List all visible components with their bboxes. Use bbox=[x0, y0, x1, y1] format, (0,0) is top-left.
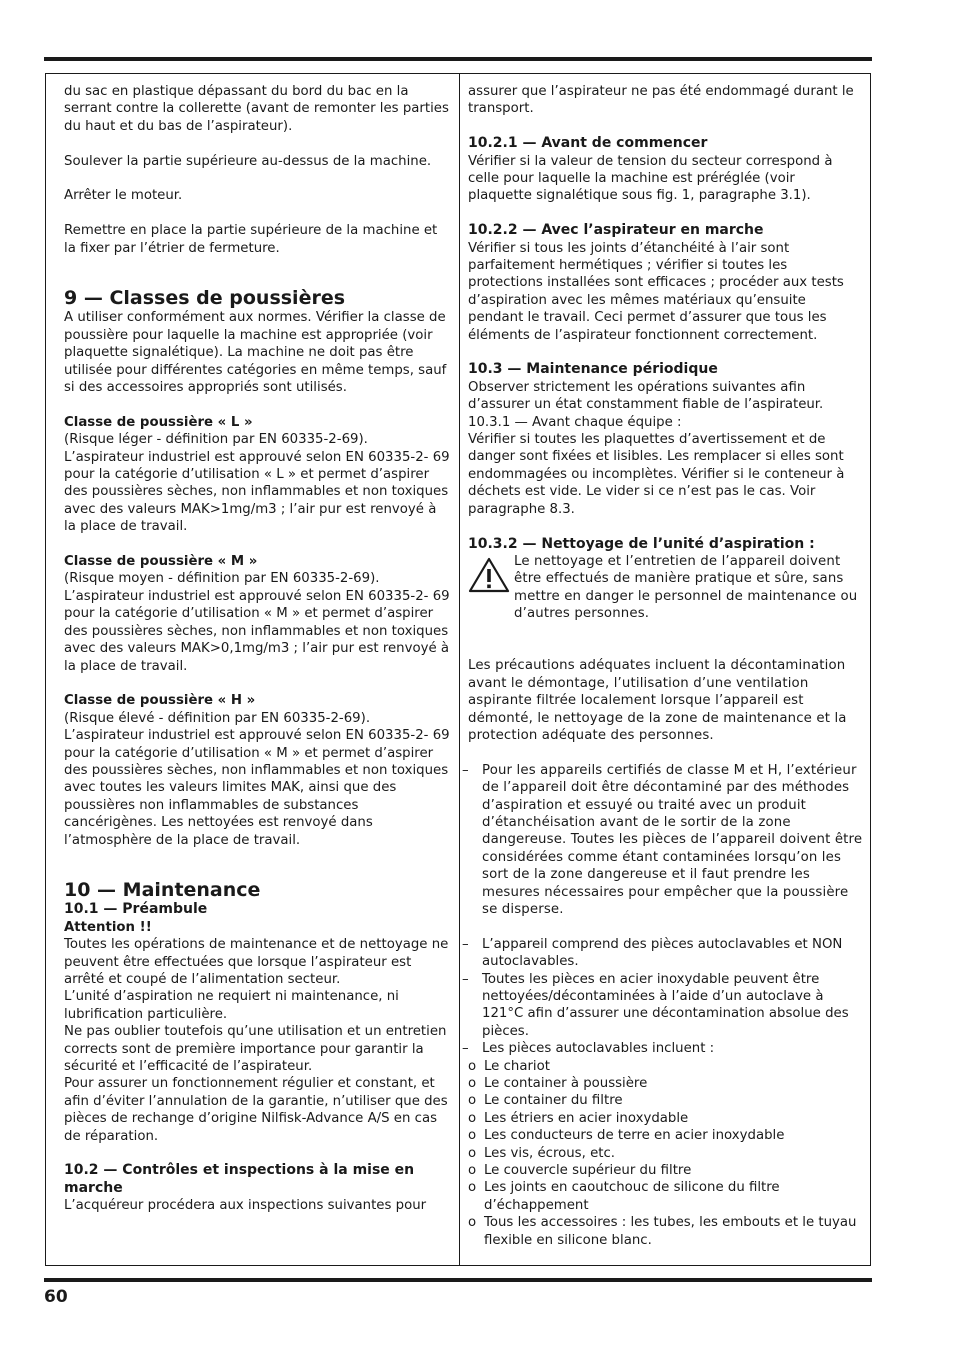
warning-triangle-icon bbox=[468, 553, 514, 623]
list-item-text: Le container du filtre bbox=[484, 1093, 623, 1109]
warning-block bbox=[468, 553, 863, 623]
list-item bbox=[468, 1162, 863, 1179]
paragraph: du sac en plastique dépassant du bord du bac en la serrant contre la collerette (avant de remonter les parties du haut et du bas de l’aspirateur). bbox=[64, 84, 449, 134]
list-item bbox=[462, 1040, 863, 1057]
section-9-heading: 9 — Classes de poussières bbox=[64, 287, 346, 310]
list-item-text: Toutes les pièces en acier inoxydable peuvent être nettoyées/décontaminées à l’aide d’un autoclave à 121°C afin d’assurer une décontamination absolue des pièces. bbox=[482, 971, 849, 1039]
paragraph: Pour assurer un fonctionnement régulier et constant, et afin d’éviter l’annulation de la garantie, n’utiliser que des pièces de rechange d’origine Nilfisk-Advance A/S en cas de réparation. bbox=[64, 1076, 448, 1144]
warning-text: Le nettoyage et l’entretien de l’appareil doivent être effectués de manière pratique et sûre, sans mettre en danger le personnel de maintenance ou d’autres personnes. bbox=[514, 553, 858, 622]
section-10-2-1-heading: 10.2.1 — Avant de commencer bbox=[468, 135, 708, 152]
list-item-text: Pour les appareils certifiés de classe M et H, l’extérieur de l’appareil doit être décontaminé par des méthodes d’aspiration et essuyé ou traité avec un produit d’étanchéisation avant de le sortir de la zone dangereuse. Toutes les pièces de l’appareil doivent être considérées comme étant contaminées lorsqu’on les sort de la zone dangereuse et il faut prendre les mesures nécessaires pour empêcher que la poussière se disperse. bbox=[482, 762, 863, 917]
list-item bbox=[468, 1127, 863, 1144]
list-item-text: Les étriers en acier inoxydable bbox=[484, 1110, 689, 1126]
list-item bbox=[468, 1145, 863, 1162]
section-10-3-1-heading: 10.3.1 — Avant chaque équipe : bbox=[468, 414, 682, 430]
paragraph: Soulever la partie supérieure au-dessus de la machine. bbox=[64, 153, 432, 169]
list-item bbox=[462, 936, 863, 971]
dust-class-m-title: Classe de poussière « M » bbox=[64, 554, 258, 570]
section-10-2-heading: 10.2 — Contrôles et inspections à la mise en marche bbox=[64, 1162, 415, 1196]
paragraph: Toutes les opérations de maintenance et de nettoyage ne peuvent être effectuées que lorsque l’aspirateur est arrêté et coupé de l’alimentation secteur. bbox=[64, 937, 449, 987]
right-column bbox=[462, 83, 863, 1249]
left-column bbox=[64, 83, 450, 1215]
top-rule bbox=[44, 57, 872, 61]
list-item bbox=[468, 1214, 863, 1249]
section-10-3-heading: 10.3 — Maintenance périodique bbox=[468, 361, 718, 378]
bottom-rule bbox=[44, 1278, 872, 1282]
paragraph: assurer que l’aspirateur ne pas été endommagé durant le transport. bbox=[468, 84, 854, 117]
section-10-1-heading: 10.1 — Préambule bbox=[64, 901, 208, 918]
column-divider bbox=[459, 73, 460, 1266]
paragraph: A utiliser conformément aux normes. Vérifier la classe de poussière pour laquelle la machine est appropriée (voir plaquette signalétique). La machine ne doit pas être utilisée pour différentes catégories en même temps, sauf si des accessoires appropriés sont utilisés. bbox=[64, 310, 447, 396]
section-10-heading: 10 — Maintenance bbox=[64, 879, 261, 902]
list-item-text: Le chariot bbox=[484, 1058, 550, 1074]
page-number: 60 bbox=[44, 1287, 68, 1307]
dash-marker: – bbox=[462, 971, 469, 987]
bullet-marker: o bbox=[468, 1128, 477, 1144]
paragraph: Remettre en place la partie supérieure de la machine et la fixer par l’étrier de fermeture. bbox=[64, 223, 438, 256]
list-item-text: Le container à poussière bbox=[484, 1076, 648, 1092]
bullet-marker: o bbox=[468, 1215, 477, 1231]
paragraph: Vérifier si tous les joints d’étanchéité à l’air sont parfaitement hermétiques ; vérifier si toutes les protections installées sont efficaces ; procéder aux tests d’aspiration avec les mêmes matériaux qu’ensuite pendant le travail. Ceci permet d’assurer que tous les éléments de l’aspirateur fonctionnent correctement. bbox=[468, 240, 844, 343]
list-item-text: Les joints en caoutchouc de silicone du filtre d’échappement bbox=[484, 1180, 780, 1213]
paragraph: Vérifier si la valeur de tension du secteur correspond à celle pour laquelle la machine est préréglée (voir plaquette signalétique sous fig. 1, paragraphe 3.1). bbox=[468, 153, 833, 204]
list-item-text: Les conducteurs de terre en acier inoxydable bbox=[484, 1128, 785, 1144]
section-10-3-2-heading: 10.3.2 — Nettoyage de l’unité d’aspiration : bbox=[468, 535, 815, 552]
list-item bbox=[468, 1075, 863, 1092]
dash-marker: – bbox=[462, 1041, 469, 1057]
dust-class-l-text: (Risque léger - définition par EN 60335-2-69). L’aspirateur industriel est approuvé selon EN 60335-2- 69 pour la catégorie d’utilisation « L » et permet d’aspirer des poussières sèches, non inflammables et non toxiques avec des valeurs MAK>1mg/m3 ; l’air pur est renvoyé à la place de travail. bbox=[64, 432, 450, 535]
list-item-text: Le couvercle supérieur du filtre bbox=[484, 1163, 692, 1179]
list-item bbox=[468, 1058, 863, 1075]
dash-marker: – bbox=[462, 936, 469, 952]
bullet-marker: o bbox=[468, 1163, 477, 1179]
attention-label: Attention !! bbox=[64, 919, 152, 935]
bullet-marker: o bbox=[468, 1145, 477, 1161]
list-item bbox=[468, 1092, 863, 1109]
paragraph: L’unité d’aspiration ne requiert ni maintenance, ni lubrification particulière. bbox=[64, 989, 399, 1022]
dust-class-h-title: Classe de poussière « H » bbox=[64, 693, 256, 709]
paragraph: Les précautions adéquates incluent la décontamination avant le démontage, l’utilisation d’une ventilation aspirante filtrée localement lorsque l’appareil est démonté, le nettoyage de la zone de maintenance et la protection adéquate des personnes. bbox=[468, 658, 847, 743]
bullet-marker: o bbox=[468, 1180, 477, 1196]
dust-class-h-text: (Risque élevé - définition par EN 60335-2-69). L’aspirateur industriel est approuvé selon EN 60335-2- 69 pour la catégorie d’utilisation « M » et permet d’aspirer des poussières sèches, non inflammables et non toxiques avec toutes les valeurs limites MAK, ainsi que des poussières non inflammables de substances cancérigènes. Les nettoyées est renvoyé dans l’atmosphère de la place de travail. bbox=[64, 710, 450, 848]
bullet-marker: o bbox=[468, 1076, 477, 1092]
section-10-2-2-heading: 10.2.2 — Avec l’aspirateur en marche bbox=[468, 222, 764, 239]
list-item bbox=[462, 971, 863, 1041]
dust-class-l-title: Classe de poussière « L » bbox=[64, 414, 253, 430]
bullet-marker: o bbox=[468, 1093, 477, 1109]
list-item-text: Les pièces autoclavables incluent : bbox=[482, 1041, 715, 1057]
paragraph: Arrêter le moteur. bbox=[64, 188, 183, 204]
paragraph: Observer strictement les opérations suivantes afin d’assurer un état constamment fiable de l’aspirateur. bbox=[468, 379, 824, 413]
list-item-text: Les vis, écrous, etc. bbox=[484, 1145, 615, 1161]
bullet-marker: o bbox=[468, 1058, 477, 1074]
list-item-text: Tous les accessoires : les tubes, les embouts et le tuyau flexible en silicone blanc. bbox=[484, 1215, 857, 1248]
paragraph: L’acquéreur procédera aux inspections suivantes pour bbox=[64, 1198, 427, 1214]
list-item bbox=[468, 1179, 863, 1214]
dust-class-m-text: (Risque moyen - définition par EN 60335-2-69). L’aspirateur industriel est approuvé selon EN 60335-2- 69 pour la catégorie d’utilisation « M » et permet d’aspirer des poussières sèches, non inflammables et non toxiques avec des valeurs MAK>0,1mg/m3 ; l’air pur est renvoyé à la place de travail. bbox=[64, 571, 450, 674]
list-item bbox=[468, 1110, 863, 1127]
list-item bbox=[462, 762, 863, 919]
dash-marker: – bbox=[462, 762, 469, 778]
paragraph: Ne pas oublier toutefois qu’une utilisation et un entretien corrects sont de première importance pour garantir la sécurité et l’efficacité de l’aspirateur. bbox=[64, 1024, 447, 1074]
paragraph: Vérifier si toutes les plaquettes d’avertissement et de danger sont fixées et lisibles. Les remplacer si elles sont endommagées ou incomplètes. Vérifier si le conteneur à déchets est vide. Le vider si ce n’est pas le cas. Voir paragraphe 8.3. bbox=[468, 432, 845, 517]
bullet-marker: o bbox=[468, 1110, 477, 1126]
list-item-text: L’appareil comprend des pièces autoclavables et NON autoclavables. bbox=[482, 936, 843, 970]
